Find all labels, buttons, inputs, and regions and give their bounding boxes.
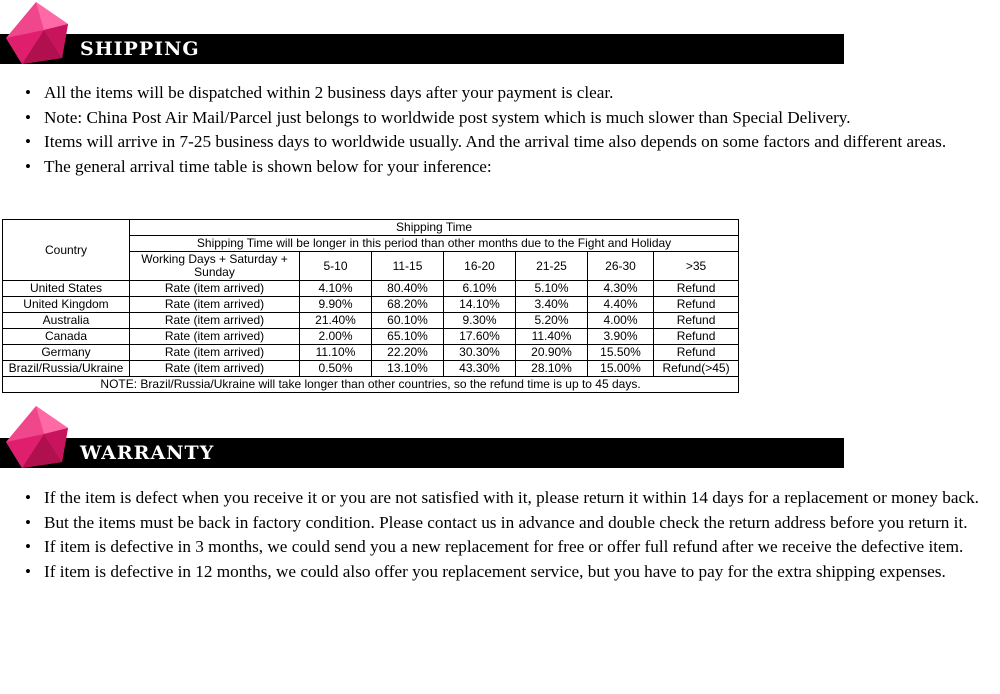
column-header: >35 [654,252,739,281]
table-note-row [3,377,739,393]
list-item: • If item is defective in 3 months, we could send you a new replacement for free or offer full refund after we receive the defective item. [44,535,999,560]
table-row [3,345,739,361]
value-cell: 15.50% [588,345,654,361]
value-cell: 21.40% [300,313,372,329]
list-item: • Note: China Post Air Mail/Parcel just belongs to worldwide post system which is much slower than Special Delivery. [44,106,999,131]
table-note: NOTE: Brazil/Russia/Ukraine will take longer than other countries, so the refund time is up to 45 days. [3,377,739,393]
column-header: 16-20 [444,252,516,281]
list-item: • But the items must be back in factory condition. Please contact us in advance and double check the return address before you return it. [44,511,999,536]
pink-gem-icon [0,404,72,470]
country-cell: Australia [3,313,130,329]
value-cell: 3.90% [588,329,654,345]
value-cell: 17.60% [444,329,516,345]
value-cell: 60.10% [372,313,444,329]
value-cell: 20.90% [516,345,588,361]
value-cell: 30.30% [444,345,516,361]
value-cell: 80.40% [372,281,444,297]
rate-cell: Rate (item arrived) [130,345,300,361]
value-cell: 5.20% [516,313,588,329]
list-item: • If the item is defect when you receive it or you are not satisfied with it, please return it within 14 days for a replacement or money back. [44,486,999,511]
warranty-banner [0,404,1000,470]
value-cell: 4.40% [588,297,654,313]
list-item: • Items will arrive in 7-25 business days to worldwide usually. And the arrival time also depends on some factors and different areas. [44,130,999,155]
value-cell: Refund [654,345,739,361]
table-row [3,329,739,345]
value-cell: 28.10% [516,361,588,377]
table-row [3,281,739,297]
value-cell: 4.00% [588,313,654,329]
list-item: • If item is defective in 12 months, we could also offer you replacement service, but you have to pay for the extra shipping expenses. [44,560,999,585]
rate-cell: Rate (item arrived) [130,297,300,313]
value-cell: 22.20% [372,345,444,361]
table-row [3,361,739,377]
warranty-bullet-list [0,486,999,584]
value-cell: Refund [654,329,739,345]
value-cell: 3.40% [516,297,588,313]
longer-period-note: Shipping Time will be longer in this period than other months due to the Fight and Holiday [130,236,739,252]
value-cell: 0.50% [300,361,372,377]
rate-cell: Rate (item arrived) [130,329,300,345]
table-row [3,313,739,329]
value-cell: 43.30% [444,361,516,377]
shipping-bullet-list [0,81,999,179]
value-cell: 14.10% [444,297,516,313]
list-item: • All the items will be dispatched within 2 business days after your payment is clear. [44,81,999,106]
value-cell: 13.10% [372,361,444,377]
shipping-banner [0,0,1000,66]
column-header: 26-30 [588,252,654,281]
rate-cell: Rate (item arrived) [130,313,300,329]
column-header: 11-15 [372,252,444,281]
country-cell: Germany [3,345,130,361]
table-row [3,297,739,313]
value-cell: Refund [654,313,739,329]
value-cell: 4.10% [300,281,372,297]
value-cell: 2.00% [300,329,372,345]
country-cell: United States [3,281,130,297]
country-cell: United Kingdom [3,297,130,313]
column-header: 5-10 [300,252,372,281]
value-cell: 6.10% [444,281,516,297]
value-cell: 9.30% [444,313,516,329]
warranty-title: WARRANTY [80,442,215,464]
value-cell: 65.10% [372,329,444,345]
rate-cell: Rate (item arrived) [130,281,300,297]
column-header: 21-25 [516,252,588,281]
value-cell: Refund [654,281,739,297]
list-item: • The general arrival time table is shown below for your inference: [44,155,999,180]
pink-gem-icon [0,0,72,66]
value-cell: 11.10% [300,345,372,361]
value-cell: Refund(>45) [654,361,739,377]
value-cell: Refund [654,297,739,313]
country-cell: Canada [3,329,130,345]
rate-cell: Rate (item arrived) [130,361,300,377]
value-cell: 5.10% [516,281,588,297]
shipping-time-table [2,219,739,393]
table-header-row [3,220,739,236]
value-cell: 9.90% [300,297,372,313]
value-cell: 4.30% [588,281,654,297]
value-cell: 68.20% [372,297,444,313]
value-cell: 15.00% [588,361,654,377]
country-cell: Brazil/Russia/Ukraine [3,361,130,377]
column-header: Working Days + Saturday + Sunday [130,252,300,281]
table-body [3,281,739,377]
shipping-title: SHIPPING [80,38,200,60]
value-cell: 11.40% [516,329,588,345]
country-header: Country [3,220,130,281]
shipping-time-header: Shipping Time [130,220,739,236]
